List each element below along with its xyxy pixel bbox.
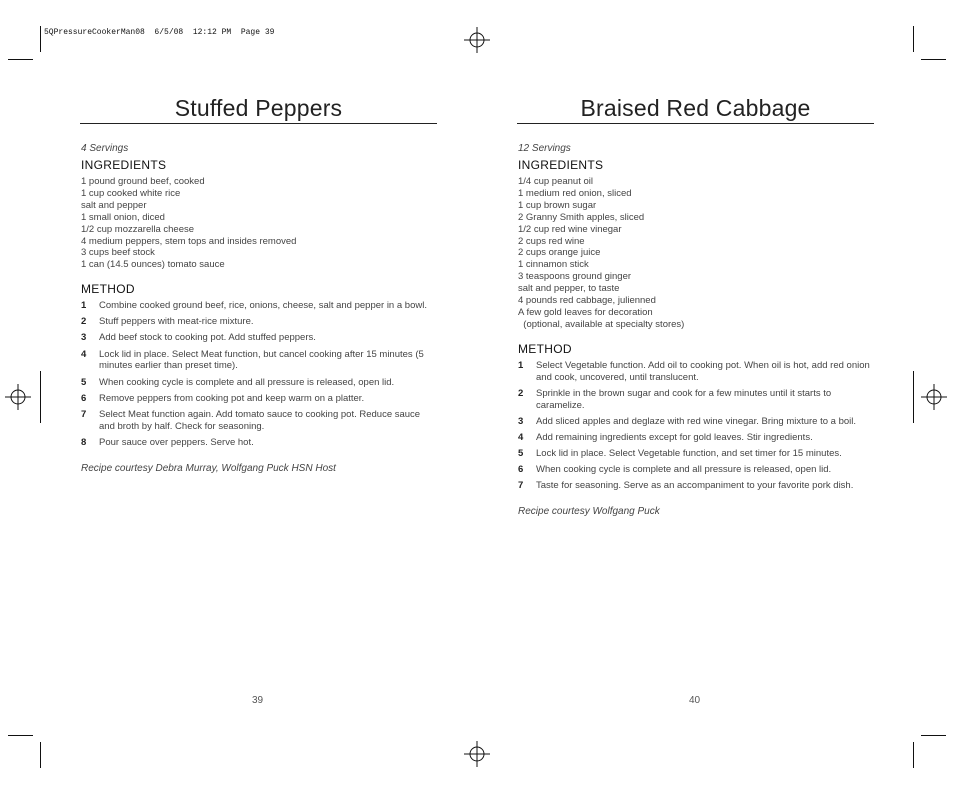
page-number: 39 bbox=[252, 695, 264, 706]
method-step bbox=[81, 377, 437, 389]
step-text: Stuff peppers with meat-rice mixture. bbox=[99, 316, 254, 328]
step-text: When cooking cycle is complete and all pressure is released, open lid. bbox=[536, 464, 832, 476]
method-step bbox=[518, 432, 874, 444]
crop-mark bbox=[913, 26, 914, 52]
ingredient-item: 3 cups beef stock bbox=[81, 247, 155, 259]
step-text: Remove peppers from cooking pot and keep warm on a platter. bbox=[99, 392, 365, 404]
method-step bbox=[81, 349, 437, 373]
step-text: Add beef stock to cooking pot. Add stuffed peppers. bbox=[99, 332, 316, 344]
method-step bbox=[81, 332, 437, 344]
step-number: 1 bbox=[518, 359, 524, 371]
crop-mark bbox=[40, 26, 41, 52]
ingredient-item: 1 cup brown sugar bbox=[518, 199, 597, 211]
method-step bbox=[81, 393, 437, 405]
ingredient-item: 2 Granny Smith apples, sliced bbox=[518, 211, 645, 223]
ingredient-item: A few gold leaves for decoration bbox=[518, 306, 653, 318]
step-text: Add remaining ingredients except for gold leaves. Stir ingredients. bbox=[536, 431, 813, 443]
method-step bbox=[518, 464, 874, 476]
ingredient-item: 1/4 cup peanut oil bbox=[518, 176, 594, 187]
recipe-title: Braised Red Cabbage bbox=[517, 95, 874, 124]
step-text: Add sliced apples and deglaze with red wine vinegar. Bring mixture to a boil. bbox=[536, 415, 857, 427]
step-number: 6 bbox=[81, 392, 87, 404]
ingredients-list bbox=[518, 176, 874, 331]
step-number: 8 bbox=[81, 436, 87, 448]
step-number: 7 bbox=[81, 408, 87, 420]
step-number: 3 bbox=[81, 332, 87, 344]
ingredient-item: 3 teaspoons ground ginger bbox=[518, 271, 632, 283]
ingredient-item: 1/2 cup mozzarella cheese bbox=[81, 223, 195, 235]
step-text: Lock lid in place. Select Vegetable function, and set timer for 15 minutes. bbox=[536, 447, 842, 459]
method-steps bbox=[518, 360, 874, 492]
crop-mark bbox=[921, 59, 946, 60]
registration-mark-icon bbox=[5, 384, 31, 410]
ingredient-item: 1/2 cup red wine vinegar bbox=[518, 223, 622, 235]
step-text: Taste for seasoning. Serve as an accompaniment to your favorite pork dish. bbox=[536, 480, 854, 492]
step-text: Select Meat function again. Add tomato sauce to cooking pot. Reduce sauce and broth by half. Check for seasoning. bbox=[99, 408, 421, 432]
method-step bbox=[518, 448, 874, 460]
recipe-title: Stuffed Peppers bbox=[80, 95, 437, 124]
ingredient-item: salt and pepper bbox=[81, 199, 147, 211]
method-heading: METHOD bbox=[518, 341, 572, 356]
step-number: 5 bbox=[81, 376, 87, 388]
side-mark bbox=[913, 371, 914, 423]
printer-slug-line: 5QPressureCookerMan08 6/5/08 12:12 PM Page 39 bbox=[44, 28, 275, 37]
ingredient-item: 2 cups red wine bbox=[518, 235, 585, 247]
method-heading: METHOD bbox=[81, 282, 135, 297]
ingredient-item: salt and pepper, to taste bbox=[518, 283, 620, 295]
crop-mark bbox=[913, 742, 914, 768]
recipe-credit: Recipe courtesy Wolfgang Puck bbox=[518, 506, 660, 518]
crop-mark bbox=[921, 735, 946, 736]
step-text: Pour sauce over peppers. Serve hot. bbox=[99, 436, 254, 448]
ingredient-item: 1 medium red onion, sliced bbox=[518, 187, 632, 199]
step-number: 5 bbox=[518, 447, 524, 459]
ingredient-item: 1 pound ground beef, cooked bbox=[81, 176, 205, 187]
ingredient-item: 2 cups orange juice bbox=[518, 247, 601, 259]
ingredient-item: 1 cup cooked white rice bbox=[81, 187, 181, 199]
recipe-credit: Recipe courtesy Debra Murray, Wolfgang Puck HSN Host bbox=[81, 462, 336, 474]
left-page bbox=[81, 95, 437, 474]
page-number: 40 bbox=[689, 695, 701, 706]
step-number: 6 bbox=[518, 464, 524, 476]
servings: 4 Servings bbox=[81, 143, 129, 154]
crop-mark bbox=[8, 735, 33, 736]
ingredient-item: (optional, available at specialty stores) bbox=[518, 318, 685, 330]
side-mark bbox=[40, 371, 41, 423]
method-step bbox=[518, 388, 874, 412]
crop-mark bbox=[8, 59, 33, 60]
ingredient-item: 1 cinnamon stick bbox=[518, 259, 589, 271]
right-page bbox=[518, 95, 874, 517]
step-text: Lock lid in place. Select Meat function, but cancel cooking after 15 minutes (5 minutes earlier than preset time). bbox=[99, 348, 424, 372]
ingredient-item: 4 medium peppers, stem tops and insides removed bbox=[81, 235, 297, 247]
step-number: 4 bbox=[518, 431, 524, 443]
step-text: Combine cooked ground beef, rice, onions, cheese, salt and pepper in a bowl. bbox=[99, 300, 427, 312]
step-text: When cooking cycle is complete and all pressure is released, open lid. bbox=[99, 376, 395, 388]
method-step bbox=[81, 300, 437, 312]
step-number: 2 bbox=[518, 387, 524, 399]
registration-mark-icon bbox=[921, 384, 947, 410]
step-number: 4 bbox=[81, 348, 87, 360]
step-number: 3 bbox=[518, 415, 524, 427]
method-step bbox=[81, 409, 437, 433]
step-number: 7 bbox=[518, 480, 524, 492]
method-step bbox=[81, 316, 437, 328]
crop-mark bbox=[40, 742, 41, 768]
step-text: Select Vegetable function. Add oil to cooking pot. When oil is hot, add red onion and cook, uncovered, until translucent. bbox=[536, 359, 870, 383]
registration-mark-icon bbox=[464, 27, 490, 53]
step-number: 1 bbox=[81, 300, 87, 312]
ingredient-item: 1 small onion, diced bbox=[81, 211, 165, 223]
method-steps bbox=[81, 300, 437, 448]
step-number: 2 bbox=[81, 316, 87, 328]
ingredients-list bbox=[81, 176, 437, 271]
step-text: Sprinkle in the brown sugar and cook for a few minutes until it starts to caramelize. bbox=[536, 387, 832, 411]
ingredients-heading: INGREDIENTS bbox=[81, 158, 167, 172]
method-step bbox=[518, 480, 874, 492]
registration-mark-icon bbox=[464, 741, 490, 767]
method-step bbox=[81, 437, 437, 449]
method-step bbox=[518, 360, 874, 384]
ingredient-item: 4 pounds red cabbage, julienned bbox=[518, 295, 656, 307]
ingredients-heading: INGREDIENTS bbox=[518, 158, 604, 172]
ingredient-item: 1 can (14.5 ounces) tomato sauce bbox=[81, 259, 225, 271]
method-step bbox=[518, 416, 874, 428]
servings: 12 Servings bbox=[518, 143, 571, 154]
